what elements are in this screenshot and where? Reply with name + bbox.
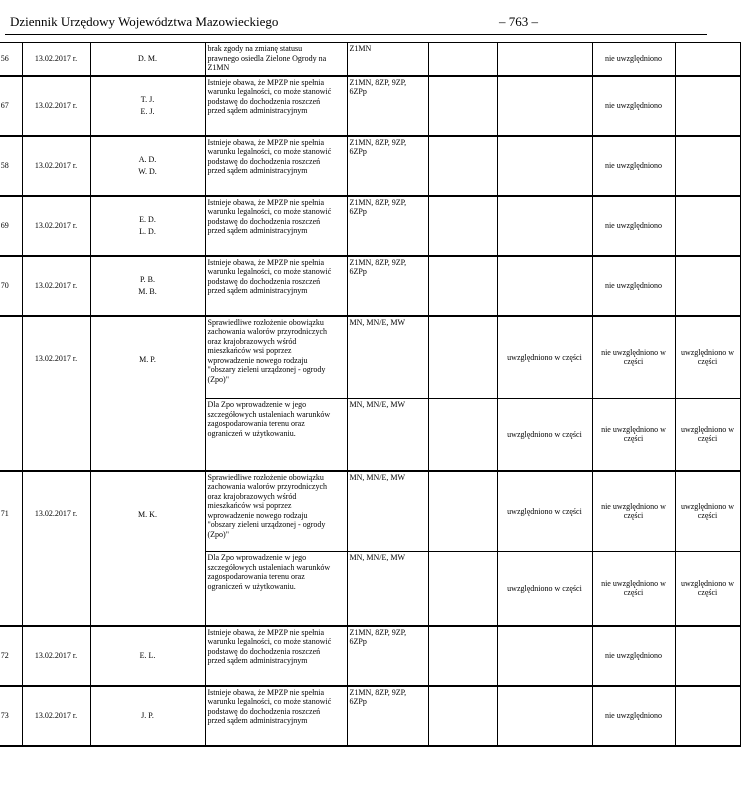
- cell-symbol: MN, MN/E, MW: [347, 552, 428, 626]
- cell-names: [90, 196, 205, 256]
- cell-number: 56: [0, 43, 22, 76]
- cell-description: Istnieje obawa, że MPZP nie spełnia warunku legalności, co może stanowić podstawę do dochodzenia roszczeń przed sądem administracyjnym: [205, 256, 347, 316]
- cell-date: 13.02.2017 r.: [22, 686, 90, 746]
- cell-description: Dla Zpo wprowadzenie w jego szczegółowych ustaleniach warunków zagospodarowania terenu oraz ograniczeń w użytkowaniu.: [205, 399, 347, 471]
- remarks-table: [0, 42, 741, 747]
- cell-plan: [428, 196, 497, 256]
- table-row: [0, 76, 740, 136]
- cell-decision-2: nie uwzględniono: [592, 196, 675, 256]
- cell-decision-2: nie uwzględniono w części: [592, 552, 675, 626]
- cell-names: [90, 471, 205, 626]
- cell-decision-1: [497, 76, 592, 136]
- cell-number: 71: [0, 471, 22, 626]
- cell-description: brak zgody na zmianę statusu prawnego osiedla Zielone Ogrody na Z1MN: [205, 43, 347, 76]
- cell-symbol: Z1MN, 8ZP, 9ZP, 6ZPp: [347, 686, 428, 746]
- table-row: [0, 43, 740, 76]
- cell-description: Istnieje obawa, że MPZP nie spełnia warunku legalności, co może stanowić podstawę do dochodzenia roszczeń przed sądem administracyjnym: [205, 76, 347, 136]
- cell-symbol: MN, MN/E, MW: [347, 316, 428, 399]
- cell-symbol: Z1MN, 8ZP, 9ZP, 6ZPp: [347, 76, 428, 136]
- cell-decision-3: [675, 136, 740, 196]
- cell-names: [90, 316, 205, 471]
- cell-decision-3: [675, 43, 740, 76]
- cell-date: 13.02.2017 r.: [22, 316, 90, 471]
- name-initials: M. P.: [139, 354, 156, 364]
- cell-decision-2: nie uwzględniono w części: [592, 471, 675, 552]
- cell-names: [90, 626, 205, 686]
- cell-decision-1: [497, 626, 592, 686]
- cell-date: 13.02.2017 r.: [22, 196, 90, 256]
- cell-description: Istnieje obawa, że MPZP nie spełnia warunku legalności, co może stanowić podstawę do dochodzenia roszczeń przed sądem administracyjnym: [205, 686, 347, 746]
- cell-symbol: Z1MN: [347, 43, 428, 76]
- cell-decision-2: nie uwzględniono: [592, 136, 675, 196]
- cell-description: Istnieje obawa, że MPZP nie spełnia warunku legalności, co może stanowić podstawę do dochodzenia roszczeń przed sądem administracyjnym: [205, 136, 347, 196]
- cell-decision-3: uwzględniono w części: [675, 552, 740, 626]
- journal-title: Dziennik Urzędowy Województwa Mazowieckiego: [10, 14, 279, 29]
- table-row: [0, 686, 740, 746]
- cell-names: [90, 43, 205, 76]
- cell-decision-1: uwzględniono w części: [497, 399, 592, 471]
- cell-symbol: MN, MN/E, MW: [347, 471, 428, 552]
- cell-date: 13.02.2017 r.: [22, 626, 90, 686]
- cell-symbol: Z1MN, 8ZP, 9ZP, 6ZPp: [347, 136, 428, 196]
- name-initials: M. K.: [138, 509, 157, 519]
- cell-decision-1: [497, 256, 592, 316]
- cell-symbol: Z1MN, 8ZP, 9ZP, 6ZPp: [347, 256, 428, 316]
- cell-description: Dla Zpo wprowadzenie w jego szczegółowych ustaleniach warunków zagospodarowania terenu oraz ograniczeń w użytkowaniu.: [205, 552, 347, 626]
- cell-number: 70: [0, 256, 22, 316]
- cell-plan: [428, 316, 497, 399]
- table-row: [0, 626, 740, 686]
- cell-plan: [428, 43, 497, 76]
- cell-date: 13.02.2017 r.: [22, 256, 90, 316]
- table-row: [0, 471, 740, 552]
- page-number: – 763 –: [499, 14, 538, 29]
- cell-decision-3: [675, 626, 740, 686]
- cell-plan: [428, 399, 497, 471]
- cell-decision-1: [497, 43, 592, 76]
- cell-plan: [428, 471, 497, 552]
- table-row: [0, 136, 740, 196]
- cell-decision-1: [497, 136, 592, 196]
- header-divider: [5, 34, 707, 35]
- name-initials: D. M.: [138, 53, 157, 63]
- name-initials: L. D.: [139, 226, 156, 236]
- cell-names: [90, 256, 205, 316]
- name-initials: E. D.: [139, 214, 156, 224]
- cell-plan: [428, 686, 497, 746]
- cell-date: 13.02.2017 r.: [22, 43, 90, 76]
- cell-decision-2: nie uwzględniono: [592, 626, 675, 686]
- name-initials: M. B.: [138, 286, 157, 296]
- cell-plan: [428, 626, 497, 686]
- cell-decision-2: nie uwzględniono: [592, 686, 675, 746]
- table-row: [0, 256, 740, 316]
- cell-description: Sprawiedliwe rozłożenie obowiązku zachowania walorów przyrodniczych oraz krajobrazowych wśród mieszkańców wsi poprzez wprowadzenie nowego rodzaju "obszary zieleni urządzonej - ogrody (Zpo)": [205, 471, 347, 552]
- name-initials: P. B.: [140, 274, 155, 284]
- name-initials: J. P.: [141, 710, 154, 720]
- cell-decision-1: [497, 196, 592, 256]
- cell-decision-3: [675, 686, 740, 746]
- cell-names: [90, 136, 205, 196]
- cell-plan: [428, 136, 497, 196]
- cell-decision-2: nie uwzględniono w części: [592, 316, 675, 399]
- name-initials: E. L.: [139, 650, 156, 660]
- cell-decision-1: uwzględniono w części: [497, 552, 592, 626]
- table-row: [0, 196, 740, 256]
- table-row: [0, 316, 740, 399]
- name-initials: E. J.: [140, 106, 155, 116]
- cell-decision-3: [675, 196, 740, 256]
- cell-date: 13.02.2017 r.: [22, 76, 90, 136]
- cell-decision-2: nie uwzględniono: [592, 76, 675, 136]
- name-initials: W. D.: [138, 166, 157, 176]
- cell-decision-3: uwzględniono w części: [675, 316, 740, 399]
- cell-decision-3: uwzględniono w części: [675, 471, 740, 552]
- cell-symbol: Z1MN, 8ZP, 9ZP, 6ZPp: [347, 196, 428, 256]
- cell-decision-3: [675, 76, 740, 136]
- cell-date: 13.02.2017 r.: [22, 471, 90, 626]
- cell-decision-2: nie uwzględniono: [592, 256, 675, 316]
- cell-date: 13.02.2017 r.: [22, 136, 90, 196]
- cell-decision-2: nie uwzględniono w części: [592, 399, 675, 471]
- cell-names: [90, 686, 205, 746]
- cell-plan: [428, 552, 497, 626]
- cell-decision-3: uwzględniono w części: [675, 399, 740, 471]
- cell-plan: [428, 76, 497, 136]
- cell-symbol: Z1MN, 8ZP, 9ZP, 6ZPp: [347, 626, 428, 686]
- cell-number: 72: [0, 626, 22, 686]
- name-initials: T. J.: [140, 94, 155, 104]
- cell-number: 69: [0, 196, 22, 256]
- cell-symbol: MN, MN/E, MW: [347, 399, 428, 471]
- name-initials: A. D.: [138, 154, 157, 164]
- cell-decision-1: uwzględniono w części: [497, 316, 592, 399]
- cell-decision-1: uwzględniono w części: [497, 471, 592, 552]
- cell-plan: [428, 256, 497, 316]
- cell-decision-3: [675, 256, 740, 316]
- cell-decision-1: [497, 686, 592, 746]
- cell-description: Istnieje obawa, że MPZP nie spełnia warunku legalności, co może stanowić podstawę do dochodzenia roszczeń przed sądem administracyjnym: [205, 196, 347, 256]
- cell-decision-2: nie uwzględniono: [592, 43, 675, 76]
- cell-description: Istnieje obawa, że MPZP nie spełnia warunku legalności, co może stanowić podstawę do dochodzenia roszczeń przed sądem administracyjnym: [205, 626, 347, 686]
- cell-number: 58: [0, 136, 22, 196]
- cell-description: Sprawiedliwe rozłożenie obowiązku zachowania walorów przyrodniczych oraz krajobrazowych wśród mieszkańców wsi poprzez wprowadzenie nowego rodzaju "obszary zieleni urządzonej - ogrody (Zpo)": [205, 316, 347, 399]
- cell-number: 73: [0, 686, 22, 746]
- cell-number: 67: [0, 76, 22, 136]
- cell-names: [90, 76, 205, 136]
- cell-number: [0, 316, 22, 471]
